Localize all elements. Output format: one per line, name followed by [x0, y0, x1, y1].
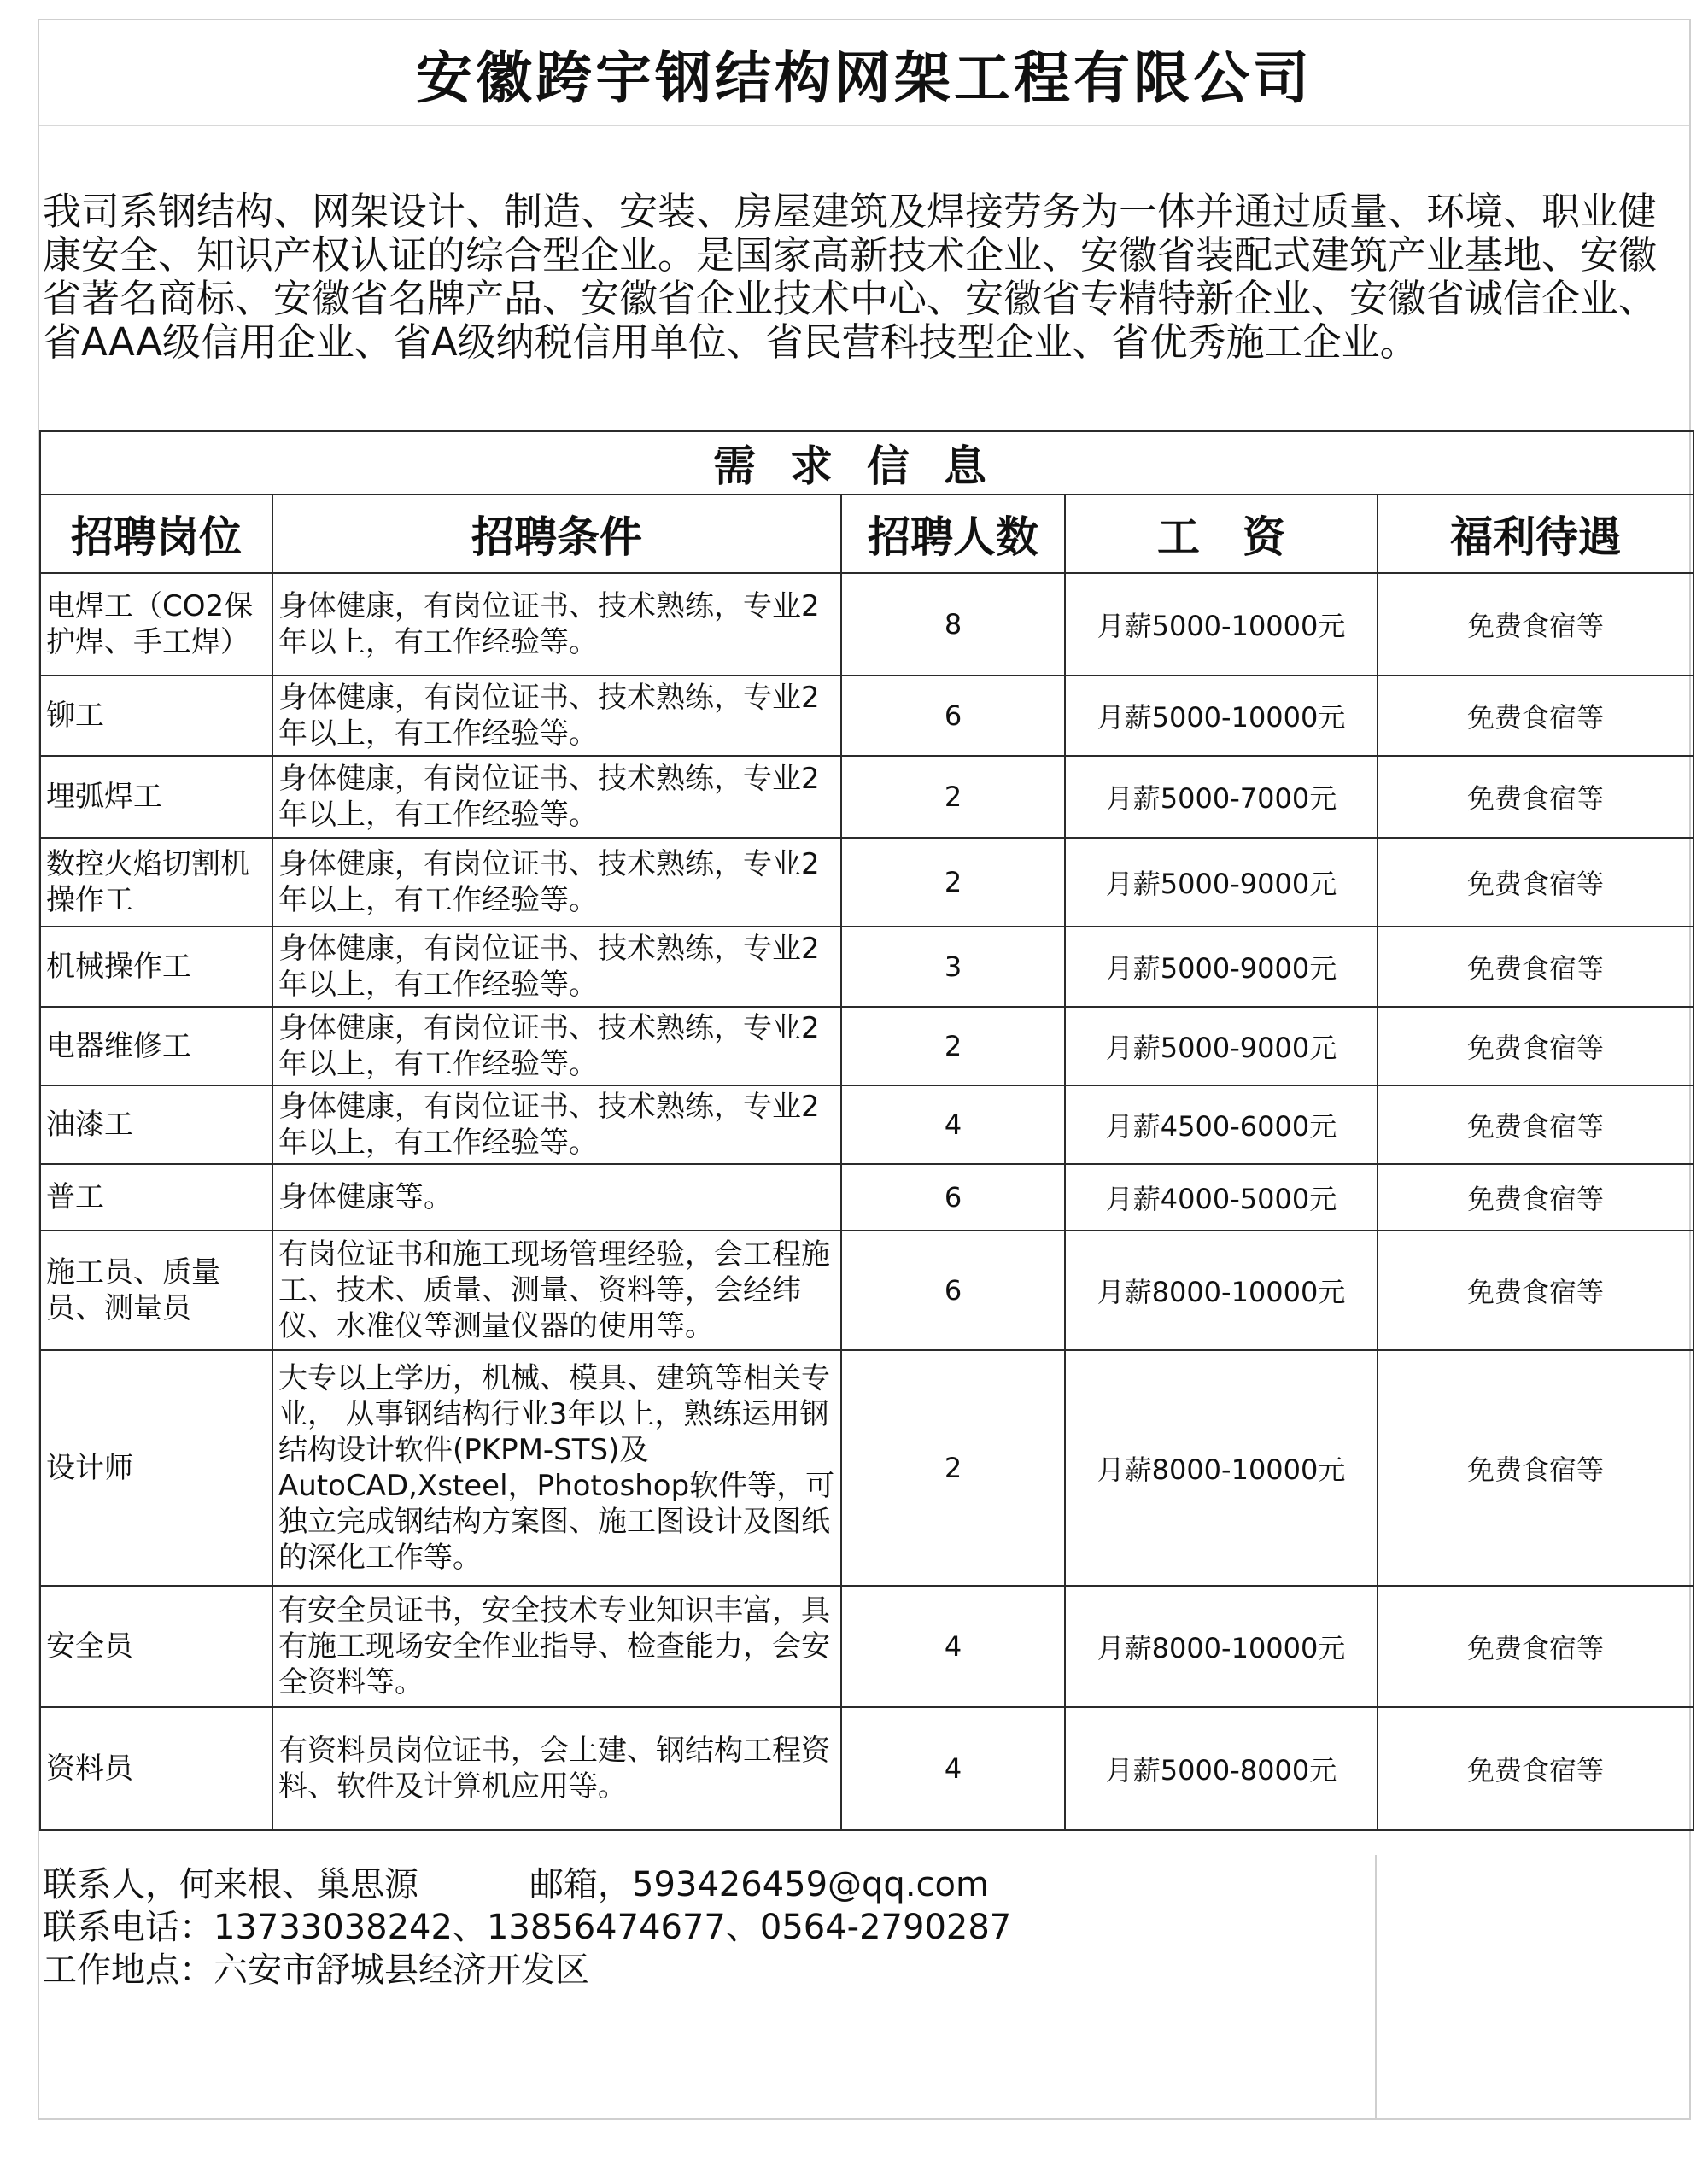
- cell-salary: 月薪5000-10000元: [1065, 573, 1378, 675]
- cell-count: 6: [841, 675, 1065, 756]
- contact-email: 邮箱，593426459@qq.com: [529, 1865, 989, 1904]
- cell-count: 2: [841, 838, 1065, 927]
- cell-salary: 月薪8000-10000元: [1065, 1231, 1378, 1350]
- recruitment-table: [39, 430, 1694, 1831]
- cell-requirements: 身体健康，有岗位证书、技术熟练，专业2年以上，有工作经验等。: [272, 1007, 841, 1085]
- cell-benefits: 免费食宿等: [1378, 1231, 1693, 1350]
- contact-person: 联系人，何来根、巢思源: [43, 1865, 418, 1904]
- cell-count: 8: [841, 573, 1065, 675]
- cell-benefits: 免费食宿等: [1378, 1586, 1693, 1707]
- cell-position: 施工员、质量员、测量员: [40, 1231, 272, 1350]
- table-row: [40, 927, 1693, 1007]
- job-rows: [40, 573, 1693, 1830]
- cell-requirements: 身体健康，有岗位证书、技术熟练，专业2年以上，有工作经验等。: [272, 756, 841, 838]
- table-row: [40, 1231, 1693, 1350]
- table-row: [40, 1350, 1693, 1586]
- table-row: [40, 1007, 1693, 1085]
- table-row: [40, 838, 1693, 927]
- cell-position: 资料员: [40, 1707, 272, 1830]
- cell-benefits: 免费食宿等: [1378, 1085, 1693, 1164]
- cell-position: 电焊工（CO2保护焊、手工焊）: [40, 573, 272, 675]
- cell-benefits: 免费食宿等: [1378, 573, 1693, 675]
- cell-count: 4: [841, 1586, 1065, 1707]
- cell-position: 设计师: [40, 1350, 272, 1586]
- cell-position: 铆工: [40, 675, 272, 756]
- company-title: 安徽跨宇钢结构网架工程有限公司: [416, 44, 1313, 111]
- cell-salary: 月薪5000-9000元: [1065, 1007, 1378, 1085]
- cell-requirements: 有安全员证书，安全技术专业知识丰富，具有施工现场安全作业指导、检查能力，会安全资料等。: [272, 1586, 841, 1707]
- cell-benefits: 免费食宿等: [1378, 1007, 1693, 1085]
- cell-requirements: 身体健康，有岗位证书、技术熟练，专业2年以上，有工作经验等。: [272, 573, 841, 675]
- cell-count: 2: [841, 756, 1065, 838]
- cell-position: 油漆工: [40, 1085, 272, 1164]
- cell-requirements: 身体健康，有岗位证书、技术熟练，专业2年以上，有工作经验等。: [272, 838, 841, 927]
- cell-count: 4: [841, 1707, 1065, 1830]
- cell-requirements: 身体健康，有岗位证书、技术熟练，专业2年以上，有工作经验等。: [272, 927, 841, 1007]
- cell-salary: 月薪4500-6000元: [1065, 1085, 1378, 1164]
- cell-requirements: 身体健康，有岗位证书、技术熟练，专业2年以上，有工作经验等。: [272, 1085, 841, 1164]
- table-row: [40, 756, 1693, 838]
- contact-divider: [1375, 1855, 1377, 2120]
- table-row: [40, 573, 1693, 675]
- recruitment-table-wrap: [39, 430, 1693, 1831]
- cell-count: 4: [841, 1085, 1065, 1164]
- header-salary: 工 资: [1065, 494, 1378, 573]
- cell-count: 3: [841, 927, 1065, 1007]
- cell-requirements: 有岗位证书和施工现场管理经验，会工程施工、技术、质量、测量、资料等，会经纬仪、水准仪等测量仪器的使用等。: [272, 1231, 841, 1350]
- contact-block: [43, 1863, 1011, 1991]
- cell-count: 2: [841, 1007, 1065, 1085]
- cell-benefits: 免费食宿等: [1378, 756, 1693, 838]
- header-benefits: 福利待遇: [1378, 494, 1693, 573]
- cell-requirements: 有资料员岗位证书，会土建、钢结构工程资料、软件及计算机应用等。: [272, 1707, 841, 1830]
- cell-benefits: 免费食宿等: [1378, 838, 1693, 927]
- cell-salary: 月薪5000-8000元: [1065, 1707, 1378, 1830]
- cell-position: 安全员: [40, 1586, 272, 1707]
- table-row: [40, 675, 1693, 756]
- table-row: [40, 1164, 1693, 1231]
- cell-salary: 月薪8000-10000元: [1065, 1350, 1378, 1586]
- cell-requirements: 身体健康等。: [272, 1164, 841, 1231]
- section-title: 需求信息: [40, 431, 1693, 494]
- header-count: 招聘人数: [841, 494, 1065, 573]
- header-position: 招聘岗位: [40, 494, 272, 573]
- work-address: 工作地点：六安市舒城县经济开发区: [43, 1950, 589, 1990]
- contact-phone: 联系电话：13733038242、13856474677、0564-2790287: [43, 1908, 1012, 1947]
- cell-position: 普工: [40, 1164, 272, 1231]
- cell-benefits: 免费食宿等: [1378, 1164, 1693, 1231]
- cell-salary: 月薪5000-9000元: [1065, 927, 1378, 1007]
- cell-benefits: 免费食宿等: [1378, 675, 1693, 756]
- cell-benefits: 免费食宿等: [1378, 1350, 1693, 1586]
- company-intro: 我司系钢结构、网架设计、制造、安装、房屋建筑及焊接劳务为一体并通过质量、环境、职业健康安全、知识产权认证的综合型企业。是国家高新技术企业、安徽省装配式建筑产业基地、安徽省著名商标、安徽省名牌产品、安徽省企业技术中心、安徽省专精特新企业、安徽省诚信企业、省AAA级信用企业、省A级纳税信用单位、省民营科技型企业、省优秀施工企业。: [43, 189, 1658, 365]
- header-requirements: 招聘条件: [272, 494, 841, 573]
- cell-count: 6: [841, 1164, 1065, 1231]
- cell-salary: 月薪4000-5000元: [1065, 1164, 1378, 1231]
- cell-position: 电器维修工: [40, 1007, 272, 1085]
- table-row: [40, 1707, 1693, 1830]
- table-row: [40, 1586, 1693, 1707]
- cell-benefits: 免费食宿等: [1378, 1707, 1693, 1830]
- cell-salary: 月薪5000-10000元: [1065, 675, 1378, 756]
- cell-salary: 月薪5000-9000元: [1065, 838, 1378, 927]
- cell-salary: 月薪5000-7000元: [1065, 756, 1378, 838]
- cell-salary: 月薪8000-10000元: [1065, 1586, 1378, 1707]
- cell-count: 6: [841, 1231, 1065, 1350]
- recruitment-sheet: [38, 19, 1691, 2120]
- cell-position: 埋弧焊工: [40, 756, 272, 838]
- cell-requirements: 身体健康，有岗位证书、技术熟练，专业2年以上，有工作经验等。: [272, 675, 841, 756]
- cell-requirements: 大专以上学历，机械、模具、建筑等相关专业， 从事钢结构行业3年以上，熟练运用钢结构设计软件(PKPM-STS)及AutoCAD,Xsteel，Photoshop软件等，可独立完成钢结构方案图、施工图设计及图纸的深化工作等。: [272, 1350, 841, 1586]
- cell-position: 数控火焰切割机操作工: [40, 838, 272, 927]
- table-row: [40, 1085, 1693, 1164]
- cell-count: 2: [841, 1350, 1065, 1586]
- cell-benefits: 免费食宿等: [1378, 927, 1693, 1007]
- cell-position: 机械操作工: [40, 927, 272, 1007]
- title-row: [39, 20, 1689, 126]
